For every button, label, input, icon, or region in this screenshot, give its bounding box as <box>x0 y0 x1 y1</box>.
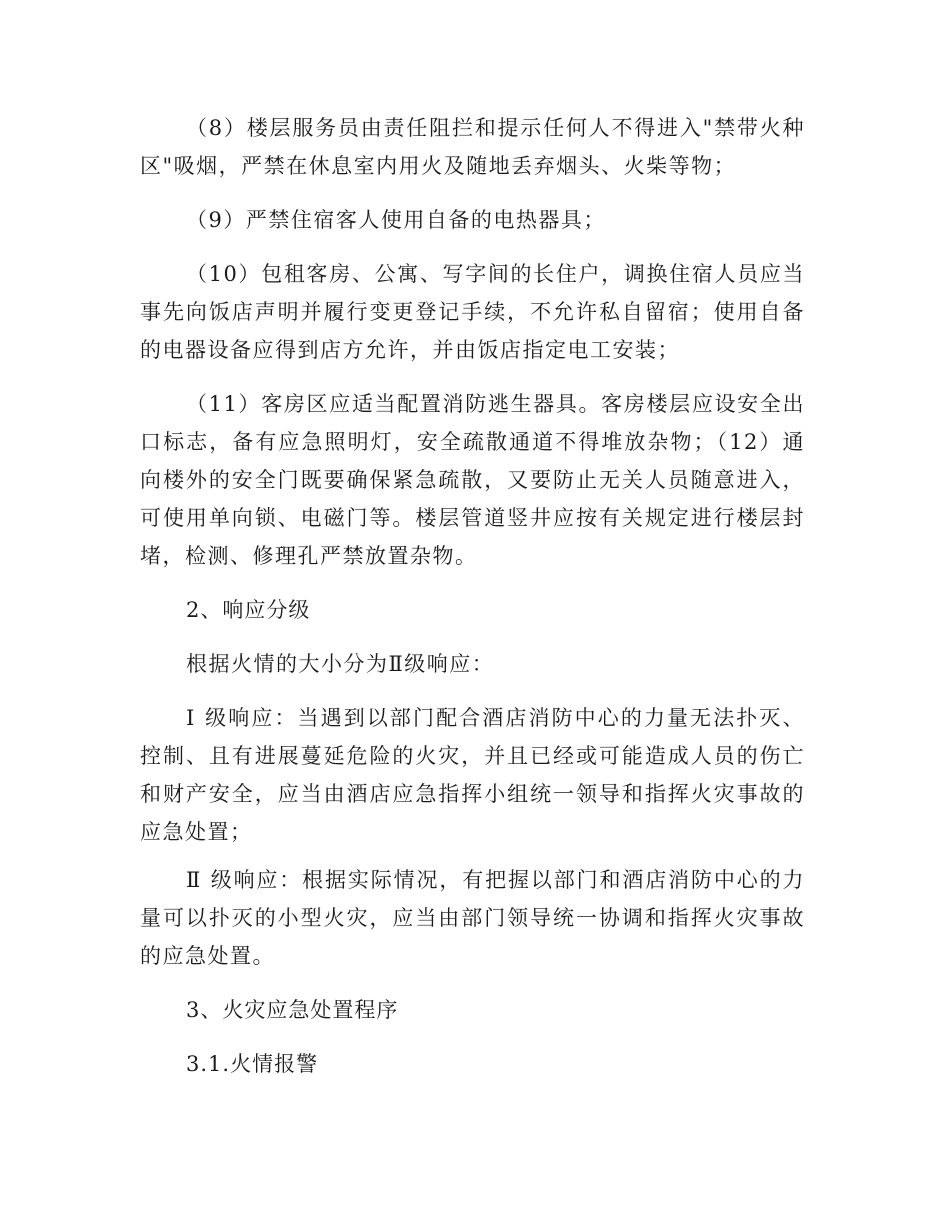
paragraph-item-8: （8）楼层服务员由责任阻拦和提示任何人不得进入"禁带火种区"吸烟，严禁在休息室内用火及随地丢弃烟头、火柴等物； <box>140 116 805 178</box>
paragraph-response-intro: 根据火情的大小分为Ⅱ级响应： <box>186 652 495 676</box>
paragraph-level-2-response: Ⅱ 级响应：根据实际情况，有把握以部门和酒店消防中心的力量可以扑灭的小型火灾，应当由部门领导统一协调和指挥火灾事故的应急处置。 <box>140 868 805 968</box>
document-body <box>140 109 805 1083</box>
section-heading-response-levels: 2、响应分级 <box>186 598 311 622</box>
paragraph-item-10: （10）包租客房、公寓、写字间的长住户，调换住宿人员应当事先向饭店声明并履行变更登记手续，不允许私自留宿；使用自备的电器设备应得到店方允许，并由饭店指定电工安装； <box>140 262 805 362</box>
subsection-heading-fire-alarm: 3.1.火情报警 <box>186 1052 319 1076</box>
paragraph-level-1-response: Ⅰ 级响应：当遇到以部门配合酒店消防中心的力量无法扑灭、控制、且有进展蔓延危险的火灾，并且已经或可能造成人员的伤亡和财产安全，应当由酒店应急指挥小组统一领导和指挥火灾事故的应急处置； <box>140 706 805 844</box>
section-heading-fire-procedure: 3、火灾应急处置程序 <box>186 998 399 1022</box>
paragraph-item-11-12: （11）客房区应适当配置消防逃生器具。客房楼层应设安全出口标志，备有应急照明灯，安全疏散通道不得堆放杂物；（12）通向楼外的安全门既要确保紧急疏散，又要防止无关人员随意进入，可使用单向锁、电磁门等。楼层管道竖井应按有关规定进行楼层封堵，检测、修理孔严禁放置杂物。 <box>140 392 805 568</box>
paragraph-item-9: （9）严禁住宿客人使用自备的电热器具； <box>186 208 606 232</box>
